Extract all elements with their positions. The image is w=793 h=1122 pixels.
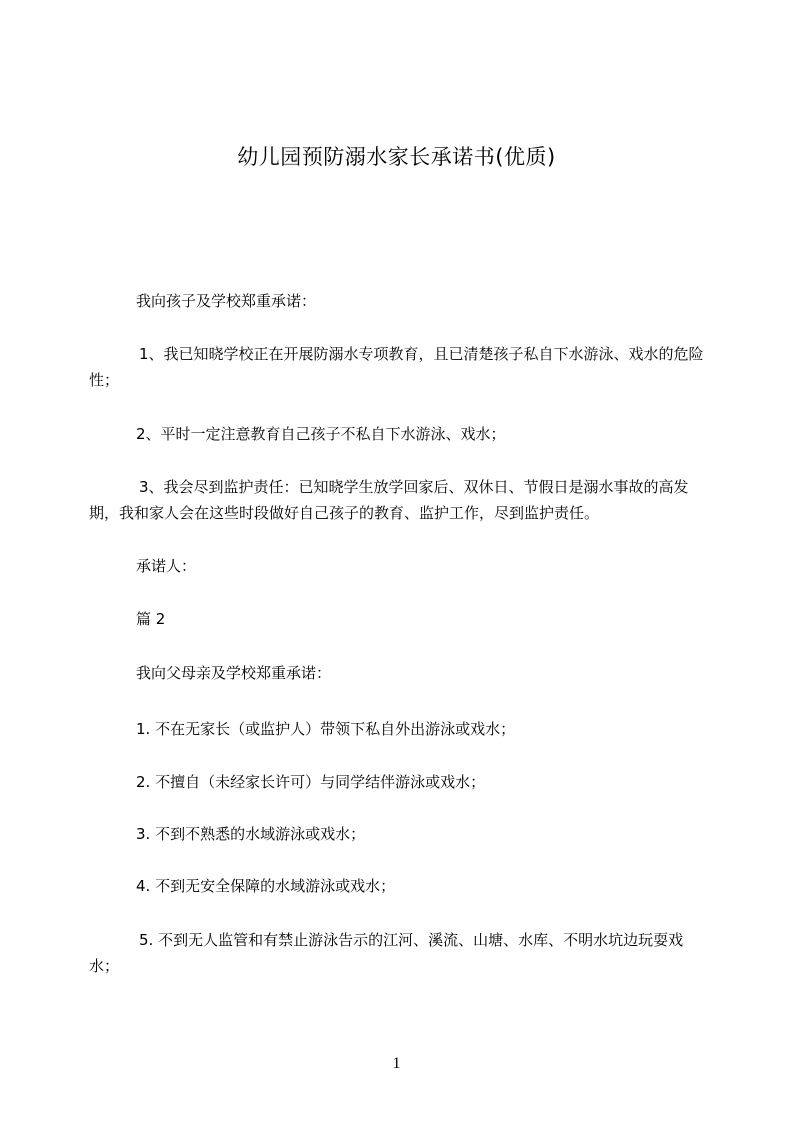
paragraph-item-2: 2、平时一定注意教育自己孩子不私自下水游泳、戏水；	[136, 425, 506, 443]
page-number: 1	[392, 1055, 401, 1072]
document-title: 幼儿园预防溺水家长承诺书(优质)	[237, 145, 556, 169]
paragraph-item-3: 3、我会尽到监护责任：已知晓学生放学回家后、双休日、节假日是溺水事故的高发期，我和家人会在这些时段做好自己孩子的教育、监护工作，尽到监护责任。	[89, 478, 689, 522]
paragraph-item-1: 1、我已知晓学校正在开展防溺水专项教育，且已清楚孩子私自下水游泳、戏水的危险性；	[89, 345, 704, 389]
signer-label: 承诺人：	[136, 557, 197, 575]
rule-item-5: 5. 不到无人监管和有禁止游泳告示的江河、溪流、山塘、水库、不明水坑边玩耍戏水；	[89, 931, 684, 975]
section-heading: 篇 2	[136, 610, 166, 628]
rule-item-3: 3. 不到不熟悉的水域游泳或戏水；	[136, 825, 366, 843]
paragraph-intro-2: 我向父母亲及学校郑重承诺：	[136, 664, 332, 682]
paragraph-intro: 我向孩子及学校郑重承诺：	[136, 292, 317, 310]
rule-item-4: 4. 不到无安全保障的水域游泳或戏水；	[136, 877, 396, 895]
rule-item-2: 2. 不擅自（未经家长许可）与同学结伴游泳或戏水；	[136, 773, 486, 791]
rule-item-1: 1. 不在无家长（或监护人）带领下私自外出游泳或戏水；	[136, 720, 516, 738]
